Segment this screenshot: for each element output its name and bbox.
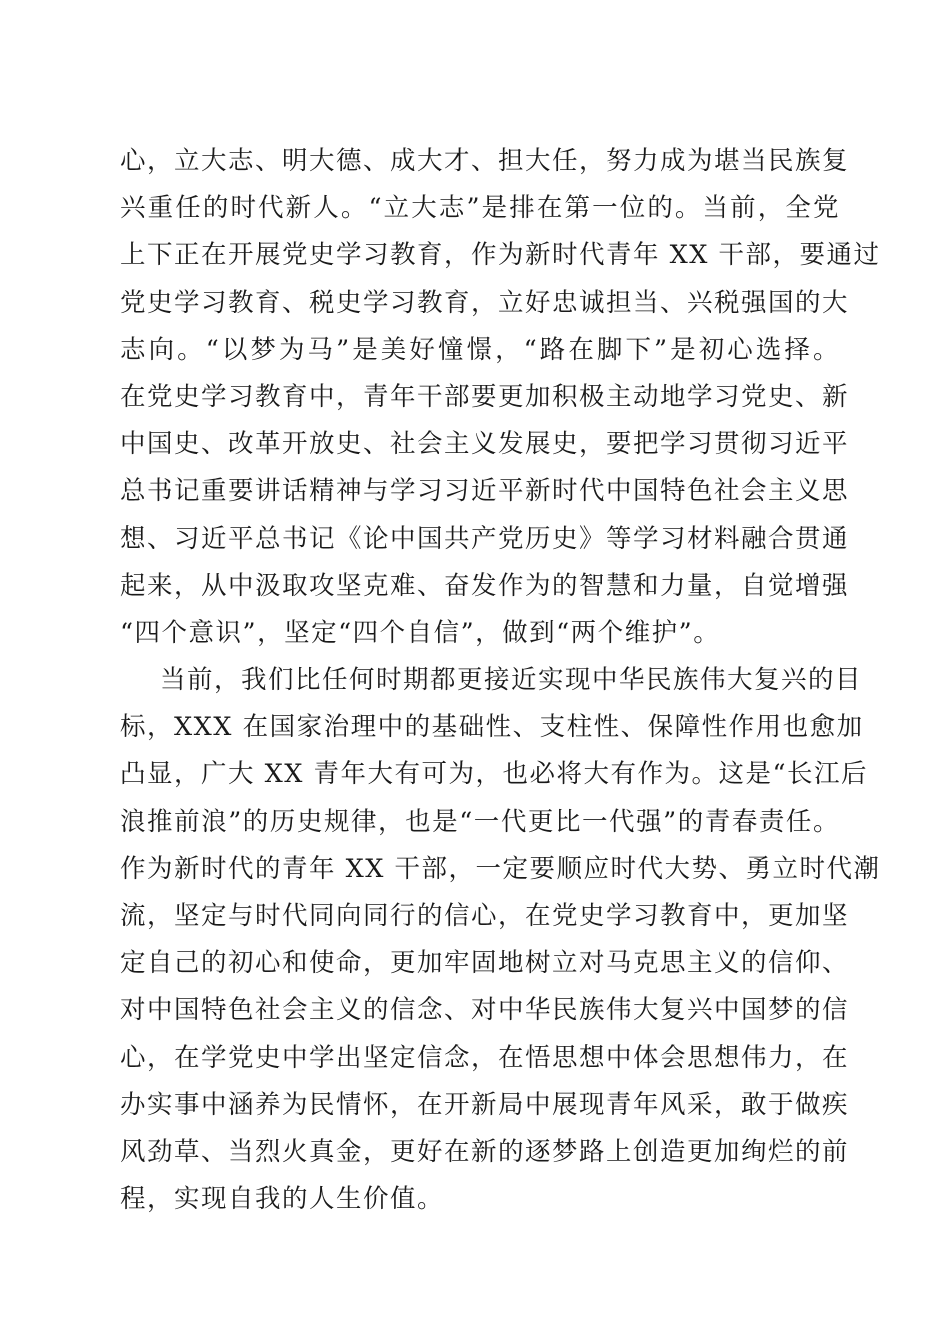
paragraph-1-line: 中国史、改革开放史、社会主义发展史，要把学习贯彻习近平: [120, 429, 850, 460]
paragraph-1-line: 兴重任的时代新人。“立大志”是排在第一位的。当前，全党: [120, 193, 840, 224]
paragraph-1-line: 心，立大志、明大德、成大才、担大任，努力成为堪当民族复: [120, 146, 850, 176]
paragraph-1-line: 上下正在开展党史学习教育，作为新时代青年 XX 干部，要通过: [120, 240, 881, 271]
paragraph-2-line: 标，XXX 在国家治理中的基础性、支柱性、保障性作用也愈加: [120, 712, 864, 743]
paragraph-2-line: 凸显，广大 XX 青年大有可为，也必将大有作为。这是“长江后: [120, 759, 869, 790]
paragraph-1-line: 志向。“以梦为马”是美好憧憬，“路在脚下”是初心选择。: [120, 334, 840, 365]
paragraph-2-line: 风劲草、当烈火真金，更好在新的逐梦路上创造更加绚烂的前: [120, 1136, 850, 1167]
paragraph-2-line: 流，坚定与时代同向同行的信心，在党史学习教育中，更加坚: [120, 901, 850, 931]
paragraph-1-line: 在党史学习教育中，青年干部要更加积极主动地学习党史、新: [120, 381, 850, 412]
paragraph-1-line: 党史学习教育、税史学习教育，立好忠诚担当、兴税强国的大: [120, 287, 850, 318]
paragraph-2-line: 对中国特色社会主义的信念、对中华民族伟大复兴中国梦的信: [120, 995, 850, 1026]
paragraph-2-line: 定自己的初心和使命，更加牢固地树立对马克思主义的信仰、: [120, 948, 850, 979]
paragraph-2-line: 心，在学党史中学出坚定信念，在悟思想中体会思想伟力，在: [120, 1042, 850, 1073]
paragraph-2-line: 办实事中涵养为民情怀，在开新局中展现青年风采，敢于做疾: [120, 1089, 850, 1120]
paragraph-2-line: 浪推前浪”的历史规律，也是“一代更比一代强”的青春责任。: [120, 806, 840, 837]
paragraph-1-line: 总书记重要讲话精神与学习习近平新时代中国特色社会主义思: [120, 476, 850, 507]
paragraph-2-line: 作为新时代的青年 XX 干部，一定要顺应时代大势、勇立时代潮: [120, 853, 881, 884]
paragraph-1-line: “四个意识”，坚定“四个自信”，做到“两个维护”。: [120, 617, 721, 648]
paragraph-1-line: 想、习近平总书记《论中国共产党历史》等学习材料融合贯通: [120, 523, 850, 554]
paragraph-2-line: 当前，我们比任何时期都更接近实现中华民族伟大复兴的目: [160, 665, 863, 696]
paragraph-2-line: 程，实现自我的人生价值。: [120, 1184, 445, 1215]
body-text: [120, 138, 881, 1223]
paragraph-1-line: 起来，从中汲取攻坚克难、奋发作为的智慧和力量，自觉增强: [120, 570, 850, 601]
